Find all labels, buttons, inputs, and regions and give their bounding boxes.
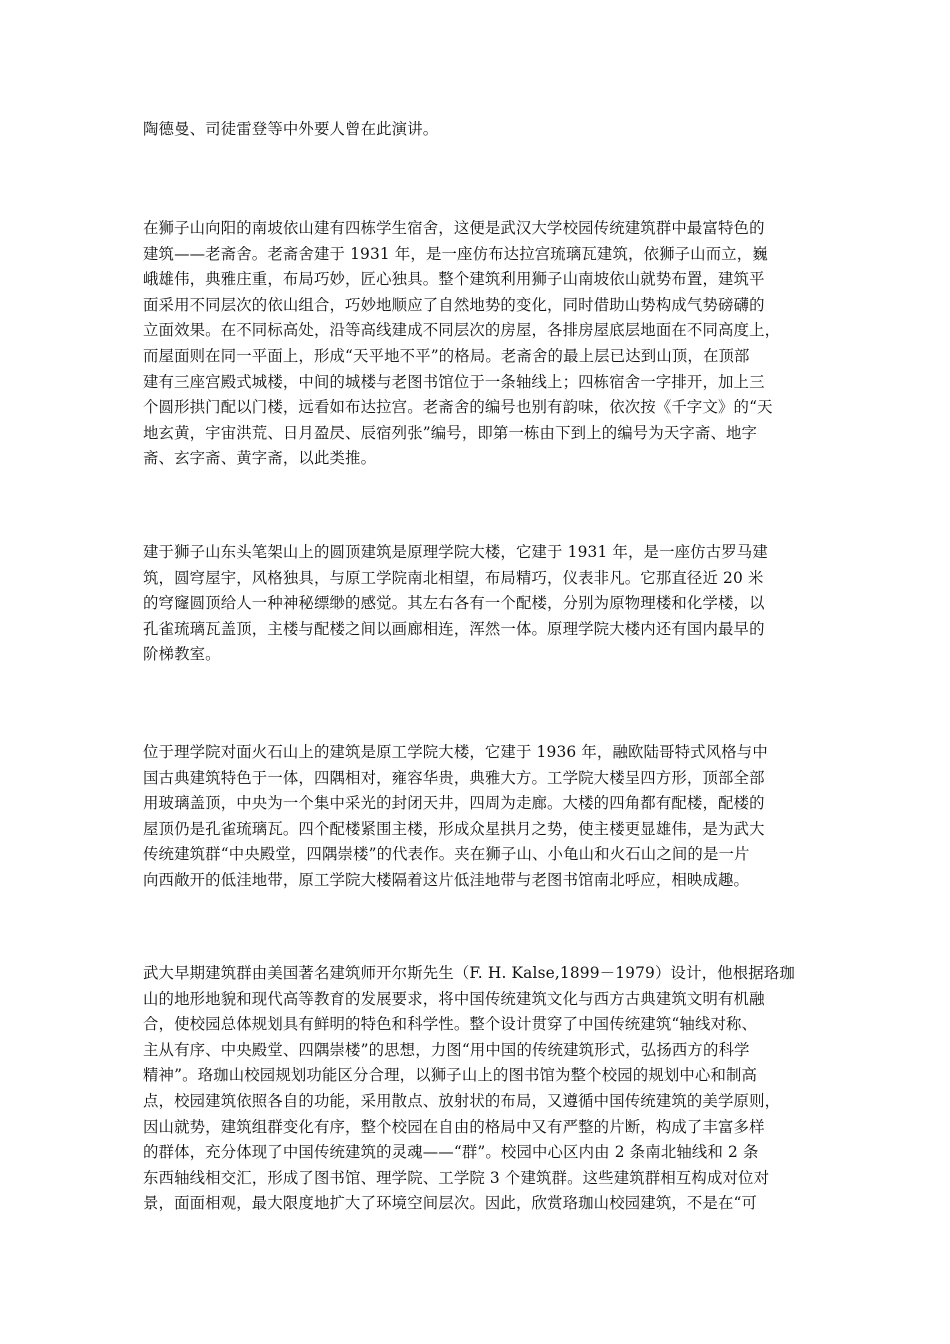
- paragraph-engineering-building: 位于理学院对面火石山上的建筑是原工学院大楼，它建于 1936 年，融欧陆哥特式风格与中 国古典建筑特色于一体，四隅相对，雍容华贵，典雅大方。工学院大楼呈四方形，顶部全部 用玻璃盖顶，中央为一个集中采光的封闭天井，四周为走廊。大楼的四角都有配楼，配楼的 屋顶仍是孔雀琉璃瓦。四个配楼紧围主楼，形成众星拱月之势，使主楼更显雄伟，是为武大 传统建筑群“中央殿堂，四隅崇楼”的代表作。夹在狮子山、小龟山和火石山之间的是一片 向西敞开的低洼地带，原工学院大楼隔着这片低洼地带与老图书馆南北呼应，相映成趣。: [143, 743, 768, 889]
- paragraph-science-building: 建于狮子山东头笔架山上的圆顶建筑是原理学院大楼，它建于 1931 年，是一座仿古罗马建 筑，圆穹屋宇，风格独具，与原工学院南北相望，布局精巧，仪表非凡。它那直径近 20 米 的穹窿圆顶给人一种神秘缥缈的感觉。其左右各有一个配楼，分别为原物理楼和化学楼，以 孔雀琉璃瓦盖顶，主楼与配楼之间以画廊相连，浑然一体。原理学院大楼内还有国内最早的 阶梯教室。: [143, 543, 768, 664]
- paragraph-speakers: 陶德曼、司徒雷登等中外要人曾在此演讲。: [143, 120, 439, 138]
- paragraph-architect-design: 武大早期建筑群由美国著名建筑师开尔斯先生（F. H. Kalse,1899－1979）设计，他根据珞珈 山的地形地貌和现代高等教育的发展要求，将中国传统建筑文化与西方古典建筑文明有机融 合，使校园总体规划具有鲜明的特色和科学性。整个设计贯穿了中国传统建筑“轴线对称、 主从有序、中央殿堂、四隅崇楼”的思想，力图“用中国的传统建筑形式，弘扬西方的科学 精神”。珞珈山校园规划功能区分合理，以狮子山上的图书馆为整个校园的规划中心和制高 点，校园建筑依照各自的功能，采用散点、放射状的布局，又遵循中国传统建筑的美学原则， 因山就势，建筑组群变化有序，整个校园在自由的格局中又有严整的片断，构成了丰富多样 的群体，充分体现了中国传统建筑的灵魂——“群”。校园中心区内由 2 条南北轴线和 2 条 东西轴线相交汇，形成了图书馆、理学院、工学院 3 个建筑群。这些建筑群相互构成对位对 景，面面相观，最大限度地扩大了环境空间层次。因此，欣赏珞珈山校园建筑，不是在“可: [143, 964, 795, 1213]
- paragraph-old-dormitory: 在狮子山向阳的南坡依山建有四栋学生宿舍，这便是武汉大学校园传统建筑群中最富特色的 建筑——老斋舍。老斋舍建于 1931 年，是一座仿布达拉宫琉璃瓦建筑，依狮子山而立，巍 峨雄伟，典雅庄重，布局巧妙，匠心独具。整个建筑利用狮子山南坡依山就势布置，建筑平 面采用不同层次的依山组合，巧妙地顺应了自然地势的变化，同时借助山势构成气势磅礴的 立面效果。在不同标高处，沿等高线建成不同层次的房屋，各排房屋底层地面在不同高度上， 而屋面则在同一平面上，形成“天平地不平”的格局。老斋舍的最上层已达到山顶，在顶部 建有三座宫殿式城楼，中间的城楼与老图书馆位于一条轴线上；四栋宿舍一字排开，加上三 个圆形拱门配以门楼，远看如布达拉宫。老斋舍的编号也别有韵味，依次按《千字文》的“天 地玄黄，宇宙洪荒、日月盈昃、辰宿列张”编号，即第一栋由下到上的编号为天字斋、地字 斋、玄字斋、黄字斋，以此类推。: [143, 219, 781, 468]
